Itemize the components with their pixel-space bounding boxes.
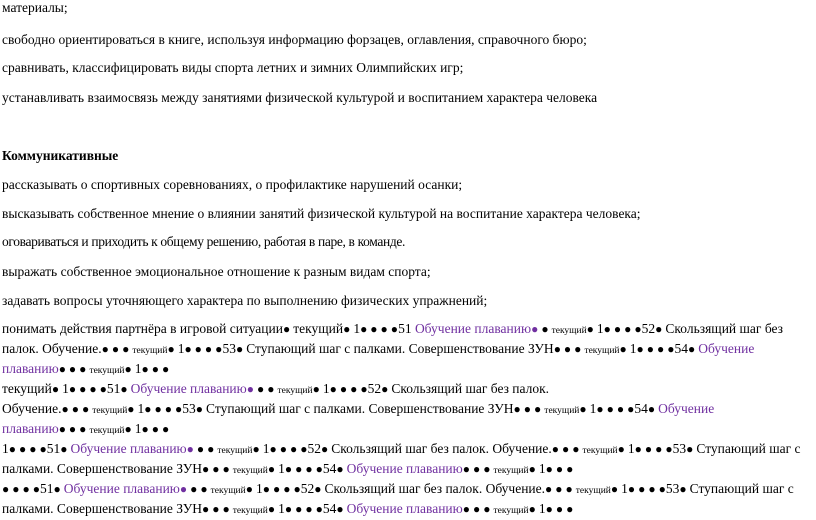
number: 51	[398, 321, 412, 336]
current-label: текущий	[132, 346, 168, 356]
lesson-skating: Скользящий шаг без палок.	[391, 381, 550, 396]
schedule-row: плаванию● ● ● текущий● 1● ● ●	[2, 361, 170, 376]
current-label: текущий	[89, 366, 125, 376]
number: 52	[641, 321, 656, 336]
number: 1	[629, 341, 637, 356]
swimming-link[interactable]: Обучение плаванию	[414, 321, 532, 336]
number: 1	[322, 381, 330, 396]
lesson-stepping: Ступающий шаг с	[689, 481, 794, 496]
number: 1	[627, 441, 635, 456]
schedule-row: понимать действия партнёра в игровой ситуации● текущий● 1● ● ● ●51 Обучение плаванию● ● текущий● 1● ● ● ●52● Скользящий шаг без	[2, 321, 784, 336]
number: 1	[262, 441, 270, 456]
lesson-stepping: палками. Совершенствование ЗУН	[2, 461, 203, 476]
current-label: текущий	[575, 486, 611, 496]
swimming-link[interactable]: плаванию	[2, 361, 59, 376]
number: 1	[278, 501, 285, 516]
swimming-link[interactable]: Обучение плаванию	[70, 441, 187, 456]
number: 51	[40, 481, 54, 496]
lesson-learning: Обучение.	[2, 401, 62, 416]
number: 52	[367, 381, 382, 396]
number: 1	[137, 401, 145, 416]
current-label: текущий	[544, 406, 580, 416]
number: 51	[46, 441, 61, 456]
text-line-questions: задавать вопросы уточняющего характера по выполнению физических упражнений;	[2, 293, 488, 308]
number: 1	[538, 461, 546, 476]
number: 1	[255, 481, 263, 496]
current-label: текущий	[493, 466, 529, 476]
number: 1	[134, 361, 142, 376]
number: 54	[674, 341, 689, 356]
number: 53	[222, 341, 236, 356]
swimming-link[interactable]: Обучение	[698, 341, 755, 356]
number: 1	[134, 421, 142, 436]
schedule-row: 1● ● ● ●51● Обучение плаванию● ● ● текущий● 1● ● ● ●52● Скользящий шаг без палок. Обучение.● ● ● текущий● 1● ● ● ●53● Ступающий шаг с	[2, 441, 801, 456]
number: 1	[177, 341, 185, 356]
lesson-stepping: палками. Совершенствование ЗУН	[2, 501, 203, 516]
text-line-relationship: устанавливать взаимосвязь между занятиями физической культурой и воспитанием характера человека	[2, 90, 598, 105]
swimming-link[interactable]: Обучение плаванию	[130, 381, 247, 396]
lesson-learning: палок. Обучение.	[2, 341, 102, 356]
text-line-agree: оговариваться и приходить к общему решению, работая в паре, в команде.	[2, 234, 406, 249]
text-line-opinion: высказывать собственное мнение о влиянии занятий физической культурой на воспитание характера человека;	[2, 206, 641, 221]
number: 54	[634, 401, 648, 416]
lesson-stepping: Ступающий шаг с	[696, 441, 801, 456]
lesson-skating: Скользящий шаг без	[665, 321, 784, 336]
current-label: текущий	[232, 466, 268, 476]
number: 51	[106, 381, 121, 396]
garbled-schedule-block	[2, 320, 802, 520]
schedule-row: плаванию● ● ● текущий● 1● ● ●	[2, 421, 170, 436]
number: 53	[672, 441, 687, 456]
swimming-link[interactable]: плаванию	[2, 421, 59, 436]
schedule-row: палок. Обучение.● ● ● текущий● 1● ● ● ●53● Ступающий шаг с палками. Совершенствование ЗУН● ● ● текущий● 1● ● ● ●54● Обучение	[2, 341, 755, 356]
swimming-link[interactable]: Обучение	[658, 401, 715, 416]
lesson-skating: Скользящий шаг без палок. Обучение.	[331, 441, 552, 456]
current-label: текущий	[551, 326, 587, 336]
number: 1	[621, 481, 628, 496]
swimming-link[interactable]: Обучение плаванию	[63, 481, 180, 496]
lesson-skating: Скользящий шаг без палок. Обучение.	[324, 481, 546, 496]
text-line-materials: материалы;	[2, 0, 68, 15]
text-understand-partner: понимать действия партнёра в игровой ситуации	[2, 321, 283, 336]
schedule-row: палками. Совершенствование ЗУН● ● ● текущий● 1● ● ● ●54● Обучение плаванию● ● ● текущий● 1● ● ●	[2, 501, 574, 516]
current-label: текущий	[217, 446, 253, 456]
number: 1	[596, 321, 604, 336]
schedule-row: текущий● 1● ● ● ●51● Обучение плаванию● ● ● текущий● 1● ● ● ●52● Скользящий шаг без палок.	[2, 381, 550, 396]
section-heading-communicative: Коммуникативные	[2, 148, 119, 163]
schedule-row: палками. Совершенствование ЗУН● ● ● текущий● 1● ● ● ●54● Обучение плаванию● ● ● текущий● 1● ● ●	[2, 461, 574, 476]
number: 1	[538, 501, 546, 516]
text-line-compare: сравнивать, классифицировать виды спорта летних и зимних Олимпийских игр;	[2, 60, 464, 75]
current-label: текущий	[277, 386, 313, 396]
number: 1	[353, 321, 361, 336]
swimming-link[interactable]: Обучение плаванию	[346, 501, 463, 516]
current-label: текущий	[232, 506, 268, 516]
number: 1	[62, 381, 69, 396]
current-label: текущий	[493, 506, 529, 516]
text-line-orientation: свободно ориентироваться в книге, используя информацию форзацев, оглавления, справочного бюро;	[2, 32, 587, 47]
number: 52	[300, 481, 315, 496]
number: 54	[322, 501, 337, 516]
schedule-row: Обучение.● ● ● текущий● 1● ● ● ●53● Ступающий шаг с палками. Совершенствование ЗУН● ● ● текущий● 1● ● ● ●54● Обучение	[2, 401, 715, 416]
current-label: текущий	[584, 346, 620, 356]
current-label: текущий	[293, 321, 344, 336]
number: 53	[182, 401, 196, 416]
number: 1	[278, 461, 285, 476]
current-label: текущий	[92, 406, 128, 416]
current-label: текущий	[582, 446, 618, 456]
current-label: текущий	[2, 381, 52, 396]
number: 1	[2, 441, 9, 456]
text-line-emotional: выражать собственное эмоциональное отношение к разным видам спорта;	[2, 264, 431, 279]
swimming-link[interactable]: Обучение плаванию	[346, 461, 463, 476]
current-label: текущий	[210, 486, 246, 496]
number: 1	[589, 401, 597, 416]
schedule-row: ● ● ● ●51● Обучение плаванию● ● ● текущий● 1● ● ● ●52● Скользящий шаг без палок. Обучение.● ● ● текущий● 1● ● ● ●53● Ступающий шаг с	[2, 481, 794, 496]
number: 53	[665, 481, 680, 496]
lesson-stepping: Ступающий шаг с палками. Совершенствование ЗУН	[246, 341, 554, 356]
current-label: текущий	[89, 426, 125, 436]
number: 54	[322, 461, 337, 476]
number: 52	[307, 441, 321, 456]
text-line-tell: рассказывать о спортивных соревнованиях, о профилактике нарушений осанки;	[2, 177, 463, 192]
lesson-stepping: Ступающий шаг с палками. Совершенствование ЗУН	[206, 401, 514, 416]
